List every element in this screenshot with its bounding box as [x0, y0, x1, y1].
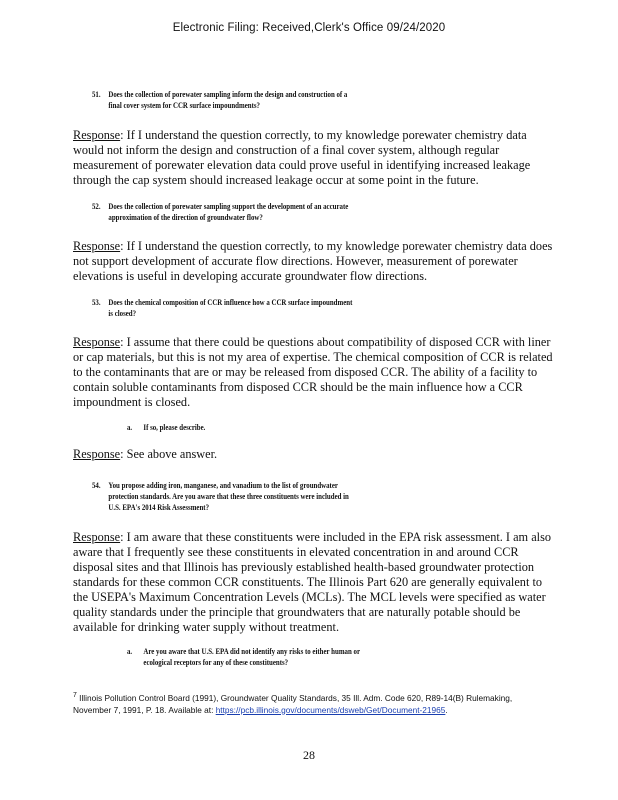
question-number: 54. [92, 481, 101, 490]
footnote-link[interactable]: https://pcb.illinois.gov/documents/dsweb/Get/Document-21965 [215, 704, 446, 715]
question-text-line: If so, please describe. [143, 423, 206, 432]
response-label: Response [73, 239, 121, 253]
response-text: : I am aware that these constituents were included in the EPA risk assessment. I am also aware that I frequently see these constituents in elevated concentration in and around CCR disposal sites and that Illinois has previously established health-based groundwater protection standards for these common CCR constituents. The Illinois Part 620 are generally equivalent to the USEPA's Maximum Concentration Levels (MCLs). The MCL levels were specified as water quality standards under the principle that groundwaters that are naturally potable should be available for drinking water supply without treatment. [73, 530, 551, 634]
question-text-line: Does the chemical composition of CCR influence how a CCR surface impoundment [108, 298, 353, 307]
question-text-line: protection standards. Are you aware that these three constituents were included in [108, 492, 349, 501]
footnote-text: Illinois Pollution Control Board (1991), Groundwater Quality Standards, 35 Ill. Adm. Code 620, R89-14(B) Rulemaking, November 7, 1991, P. 18. Available at: [73, 692, 513, 715]
response-53 [73, 335, 553, 410]
question-text-line: U.S. EPA's 2014 Risk Assessment? [108, 503, 210, 512]
question-number: 51. [92, 90, 101, 99]
footnote-marker: 7 [73, 692, 77, 699]
question-text-line: approximation of the direction of groundwater flow? [108, 213, 263, 222]
response-text: : If I understand the question correctly, to my knowledge porewater chemistry data would not inform the design and construction of a final cover system, although regular measurement of porewater elevation data could prove useful in identifying increased leakage through the cap system should increased leakage occur at some point in the future. [73, 128, 531, 187]
response-54 [73, 530, 553, 635]
question-number: 53. [92, 298, 101, 307]
question-text-line: ecological receptors for any of these constituents? [143, 658, 289, 667]
response-53a [73, 447, 553, 462]
response-label: Response [73, 335, 121, 349]
question-number: 52. [92, 202, 101, 211]
footnote-end: . [445, 704, 448, 715]
filing-header: Electronic Filing: Received,Clerk's Office 09/24/2020 [172, 22, 446, 34]
question-text-line: is closed? [108, 309, 137, 318]
footnote-7 [73, 690, 543, 716]
question-text-line: Are you aware that U.S. EPA did not identify any risks to either human or [143, 647, 360, 656]
response-label: Response [73, 128, 121, 142]
response-label: Response [73, 447, 121, 461]
page-number: 28 [303, 748, 315, 762]
question-letter: a. [127, 423, 133, 432]
question-letter: a. [127, 647, 133, 656]
question-text-line: Does the collection of porewater sampling inform the design and construction of a [108, 90, 348, 99]
question-text-line: final cover system for CCR surface impoundments? [108, 101, 260, 110]
response-label: Response [73, 530, 121, 544]
response-52 [73, 239, 553, 284]
question-text-line: Does the collection of porewater sampling support the development of an accurate [108, 202, 349, 211]
response-text: : If I understand the question correctly, to my knowledge porewater chemistry data does not support development of accurate flow directions. However, measurement of porewater elevations is useful in developing accurate groundwater flow directions. [73, 239, 553, 283]
response-text: : I assume that there could be questions about compatibility of disposed CCR with liner or cap materials, but this is not my area of expertise. The chemical composition of CCR is related to the contaminants that are or may be released from disposed CCR. The ability of a facility to contain soluble contaminants from disposed CCR should be the main influence how a CCR impoundment is closed. [73, 335, 553, 409]
response-51 [73, 128, 553, 188]
response-text: : See above answer. [120, 447, 218, 461]
question-text-line: You propose adding iron, manganese, and vanadium to the list of groundwater [108, 481, 338, 490]
